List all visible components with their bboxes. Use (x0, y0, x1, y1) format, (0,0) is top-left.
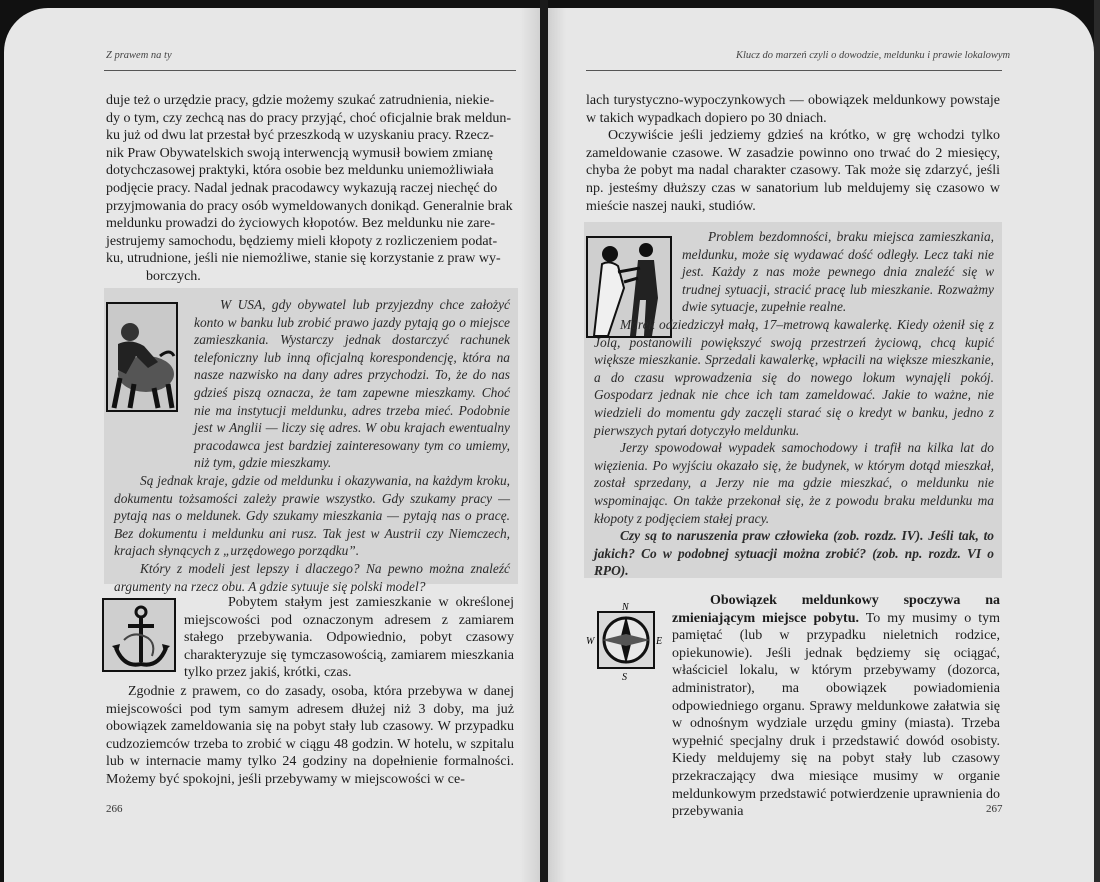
page-edge (1094, 0, 1100, 882)
box-question: Czy są to naruszenia praw człowieka (zob. rozdz. IV). Jeśli tak, to jakich? Co w podobnej sytuacji można zrobić? (zob. np. rozdz. VI o RPO). (594, 528, 994, 579)
intro-paragraph (106, 92, 514, 286)
paragraph-lach: lach turystyczno-wypoczynkowych — obowiązek meldunkowy powstaje w takich wypadkach dopiero po 30 dniach. (586, 93, 1000, 126)
running-head-right: Klucz do marzeń czyli o dowodzie, meldunku i prawie lokalowym (736, 50, 1011, 61)
text-line: podjęcie pracy. Nadal jednak pracodawcy wykazują raczej niechęć do (106, 180, 498, 196)
text-line: przyjmowania do pracy osób wymeldowanych donikąd. Generalnie brak (106, 198, 513, 214)
text-line: ku, utrudnione, jeśli nie niemożliwe, stanie się korzystanie z praw wy- (106, 251, 501, 267)
running-head-left: Z prawem na ty (106, 50, 172, 61)
right-intro (586, 92, 1000, 215)
text-line: dotychczasowej praktyki, która osobie bez meldunku uniemożliwiała (106, 163, 494, 179)
box-paragraph: Marek odziedziczył małą, 17–metrową kawalerkę. Kiedy ożenił się z Jolą, postanowili powiększyć swoją przestrzeń życiową, chcą kupić większe mieszkanie. Sprzedali kawalerkę, wpłacili na większe mieszkanie, a do czasu wprowadzenia się do nowego lokum wynajęli pokój. Gospodarz jednak nie chce ich tam zameldować. Jakie to ważne, nie wiedzieli do momentu gdy zaczęli starać się o kredyt w banku, jedno z pierwszych pytań dotyczyło meldunku. (594, 316, 994, 438)
header-rule (104, 70, 516, 71)
paragraph-obowiazek-text (586, 592, 1000, 821)
paragraph-obowiazek (586, 592, 1000, 821)
box-paragraph: Który z modeli jest lepszy i dlaczego? Na pewno można znaleźć argumenty na rzecz obu. A gdzie sytuuje się polski model? (114, 560, 510, 594)
text-line: jestrujemy samochodu, będziemy mieli kłopoty z rozliczeniem podat- (106, 233, 498, 249)
bold-lead: Obowiązek meldunkowy spoczywa na zmieniającym miejsce pobytu. (672, 593, 1000, 626)
book-spine (540, 0, 548, 882)
box-paragraph: Jerzy spowodował wypadek samochodowy i trafił na kilka lat do więzienia. Po wyjściu okazało się, że budynek, w którym dotąd mieszkał, został sprzedany, a Jerzy nie ma gdzie mieszkać, o meldunku nie wspominając. On także przekonał się, że z powodu braku meldunku ma kłopoty z podjęciem stałej pracy. (594, 440, 994, 526)
paragraph-pobyt (106, 594, 514, 789)
box-paragraph: Problem bezdomności, braku miejsca zamieszkania, meldunku, może się wydawać dość odległy. Lecz taki nie jest. Każdy z nas może pewnego dnia znaleźć się w trudnej sytuacji, stracić pracę lub mieszkanie. Rozważmy dwie sytuacje, zupełnie realne. (682, 229, 994, 315)
page-number-left: 266 (106, 803, 123, 815)
text-line: meldunku prowadzi do życiowych kłopotów. Bez meldunku nie zare- (106, 216, 496, 232)
header-rule (586, 70, 1002, 71)
gutter-shadow (548, 8, 566, 882)
paragraph-oczywiscie: Oczywiście jeśli jedziemy gdzieś na krótko, w grę wchodzi tylko zameldowanie czasowe. W zasadzie powinno ono trwać do 2 miesięcy, chyba że pobyt ma nadal charakter czasowy. Tak może się zdarzyć, jeśli np. jesteśmy dłuższy czas w sanatorium lub meldujemy się czasowo w mieście naszej nauki, studiów. (586, 128, 1000, 214)
text-line: nik Praw Obywatelskich swoją interwencją wymusił bowiem zmianę (106, 145, 493, 161)
svg-text:N: N (622, 602, 629, 613)
sidebar-box-bezdomnosc (584, 222, 1002, 578)
text-line: dy o tym, czy zechcą nas do pracy przyjąć, choć oficjalnie brak meldun- (106, 110, 512, 126)
box-paragraph: W USA, gdy obywatel lub przyjezdny chce założyć konto w banku lub zrobić prawo jazdy pytają go o miejsce zamieszkania. Wystarczy jednak dostarczyć rachunek telefoniczny lub inną oficjalną korespondencję, która na nasze nazwisko na dany adres przychodzi. To, że do nas gdzieś piszą oznacza, że tam zapewne mieszkamy. Choć nie ma instytucji meldunku, adres trzeba mieć. Podobnie jest w Anglii — liczy się adres. W obu krajach ewentualny pracodawca jest bardziej zainteresowany tym co umiemy, niż tym, gdzie mieszkamy. (194, 297, 510, 471)
text-line: ku już od dwu lat przestał być przeszkodą w uzyskaniu pracy. Rzecz- (106, 128, 494, 144)
svg-text:S: S (622, 672, 627, 682)
paragraph-rest: To my musimy o tym pamiętać (lub w przypadku nieletnich rodzice, opiekunowie). Jeśli jednak będziemy się ociągać, właściciel lokalu, w którym przebywamy (dozorca, administrator), ma obowiązek powiadomienia odpowiedniego organu. Sprawy meldunkowe załatwia się w odnośnym wydziale urzędu gminy (miasta). Trzeba wypełnić specjalny druk i przedstawić dowód osobisty. Kiedy meldujemy się na pobyt stały lub czasowy przekraczający dwa miesiące musimy w organie meldunkowym przedstawić potwierdzenie uprawnienia do przebywania (672, 610, 1000, 820)
gutter-shadow (520, 8, 542, 882)
box-paragraph: Są jednak kraje, gdzie od meldunku i okazywania, na każdym kroku, dokumentu tożsamości zależy prawie wszystko. Gdy szukamy pracy — pytają nas o meldunek. Gdy szukamy mieszkania — pytają nas o pracę. Bez dokumentu i meldunku ani rusz. Tak jest w Austrii czy Niemczech, krajach słynących z „urzędowego porządku”. (114, 472, 510, 559)
page-number-right: 267 (986, 803, 1003, 815)
paragraph-pobyt-text: Pobytem stałym jest zamieszkanie w określonej miejscowości pod oznaczonym adresem z zamiarem stałego przebywania. Odpowiednio, pobyt czasowy charakteryzuje się tymczasowością, zamiarem mieszkania tylko przez jakiś, krótki, czas. (184, 595, 514, 681)
text-line: duje też o urzędzie pracy, gdzie możemy szukać zatrudnienia, niekie- (106, 93, 495, 108)
text-line: borczych. (146, 268, 201, 284)
paragraph-zgodnie: Zgodnie z prawem, co do zasady, osoba, która przebywa w danej miejscowości pod tym samym adresem dłużej niż 3 doby, ma już obowiązek zameldowania się na pobyt stały lub czasowy. W przypadku cudzoziemców trzeba to zrobić w ciągu 48 godzin. W hotelu, w szpitalu lub w internacie mamy tylko 24 godziny na dopełnienie formalności. Możemy być spokojni, jeśli przebywamy w miejscowości w ce- (106, 683, 514, 787)
svg-text:E: E (656, 636, 663, 647)
svg-text:W: W (586, 636, 595, 647)
sidebar-box-usa (104, 288, 518, 594)
